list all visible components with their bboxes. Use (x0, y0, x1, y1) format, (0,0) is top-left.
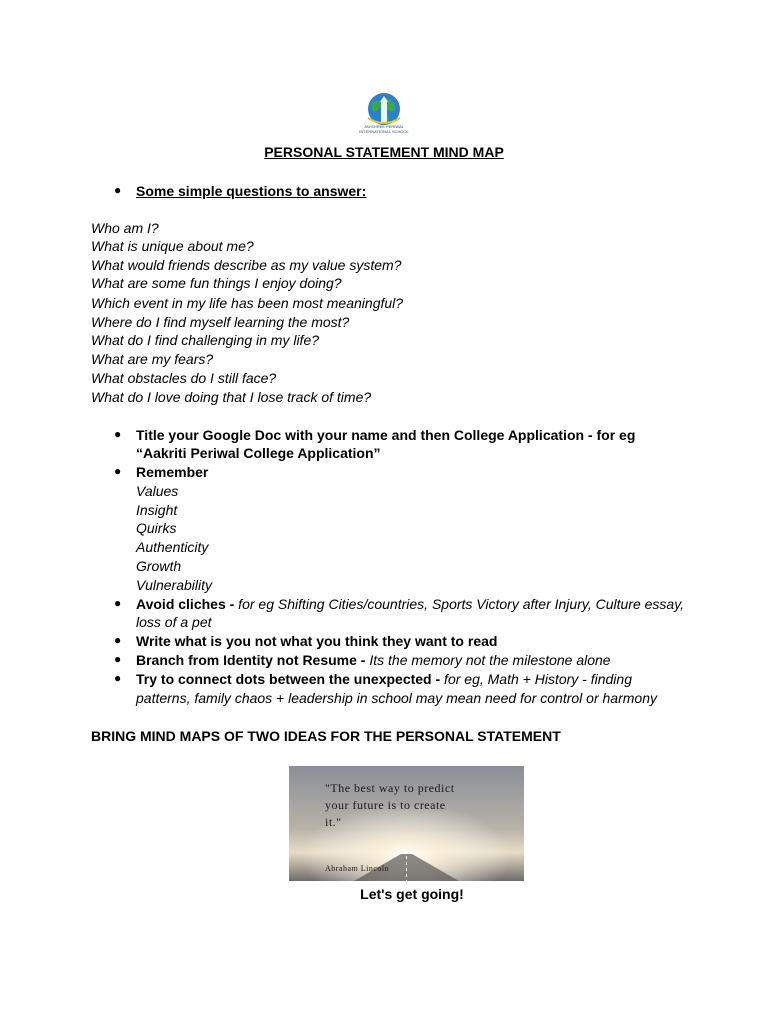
remember-item: Values (136, 483, 179, 499)
question-item: What is unique about me? (91, 238, 254, 254)
question-item: What would friends describe as my value system? (91, 257, 402, 273)
branch-label: Branch from Identity not Resume - (136, 652, 366, 668)
bullet-icon: ● (114, 596, 122, 610)
bullet-icon: ● (114, 671, 122, 685)
connect-label: Try to connect dots between the unexpected - (136, 671, 441, 687)
logo-text: JAYSHREE PERIWAL INTERNATIONAL SCHOOL (359, 124, 409, 134)
bullet-title-doc-line1: Title your Google Doc with your name and then College Application - for eg (136, 427, 636, 443)
remember-item: Insight (136, 502, 178, 518)
quote-image (289, 766, 524, 881)
connect-text: for eg, Math + History - finding (440, 671, 632, 687)
question-item: Who am I? (91, 220, 159, 236)
question-item: What do I love doing that I lose track of time? (91, 389, 372, 405)
bullet-write: Write what is you not what you think they want to read (136, 633, 498, 649)
bullet-remember: Remember (136, 464, 209, 480)
avoid-text: for eg Shifting Cities/countries, Sports Victory after Injury, Culture essay, (234, 596, 685, 612)
question-item: What are some fun things I enjoy doing? (91, 275, 342, 291)
bullet-connect (136, 670, 632, 688)
bullet-avoid-cliches (136, 595, 684, 613)
remember-item: Growth (136, 558, 182, 574)
quote-author: Abraham Lincoln (325, 864, 390, 873)
bullet-icon: ● (114, 427, 122, 441)
bring-heading: BRING MIND MAPS OF TWO IDEAS FOR THE PERSONAL STATEMENT (91, 728, 561, 744)
connect-text-line2: patterns, family chaos + leadership in school may mean need for control or harmony (136, 690, 657, 706)
question-item: What obstacles do I still face? (91, 370, 277, 386)
bullet-icon: ● (114, 183, 122, 197)
avoid-label: Avoid cliches - (136, 596, 235, 612)
branch-text: Its the memory not the milestone alone (365, 652, 611, 668)
quote-text: "The best way to predict your future is to create it." (325, 781, 455, 829)
remember-item: Authenticity (136, 539, 209, 555)
bullet-title-doc-line2: “Aakriti Periwal College Application” (136, 445, 381, 461)
question-item: What do I find challenging in my life? (91, 332, 320, 348)
bullet-icon: ● (114, 652, 122, 666)
bullet-icon: ● (114, 464, 122, 478)
avoid-text-line2: loss of a pet (136, 614, 212, 630)
question-item: Which event in my life has been most meaningful? (91, 295, 404, 311)
bullet-icon: ● (114, 633, 122, 647)
caption: Let's get going! (360, 886, 464, 902)
remember-item: Vulnerability (136, 577, 213, 593)
page-title: PERSONAL STATEMENT MIND MAP (264, 144, 504, 160)
question-item: What are my fears? (91, 351, 214, 367)
section-heading: Some simple questions to answer: (136, 183, 367, 199)
question-item: Where do I find myself learning the most? (91, 314, 350, 330)
bullet-branch (136, 651, 611, 669)
remember-item: Quirks (136, 520, 177, 536)
